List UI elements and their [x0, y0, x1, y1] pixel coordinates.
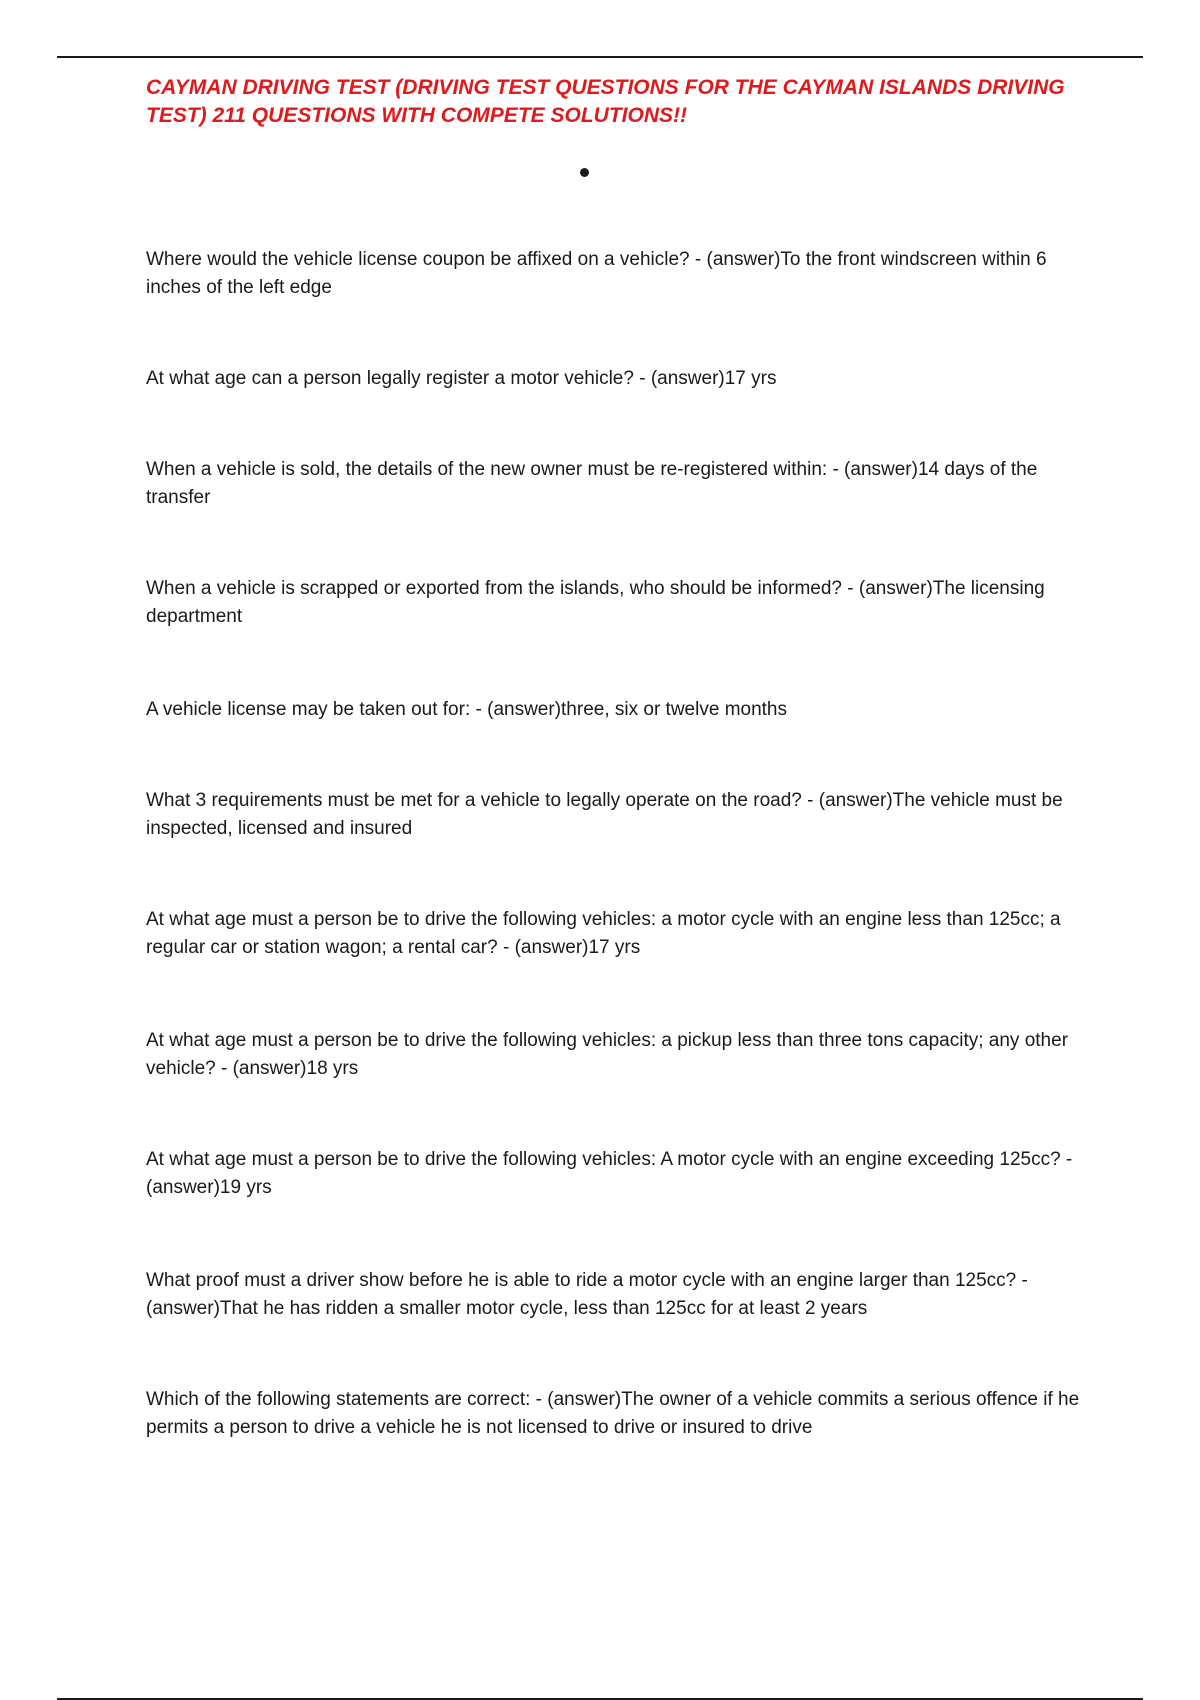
qa-item-4: When a vehicle is scrapped or exported from the islands, who should be informed? - (answer)The licensing department — [146, 578, 1045, 627]
bullet-point — [580, 168, 589, 177]
qa-item-11: Which of the following statements are correct: - (answer)The owner of a vehicle commits a serious offence if he permits a person to drive a vehicle he is not licensed to drive or insured to drive — [146, 1389, 1080, 1438]
qa-item-7: At what age must a person be to drive the following vehicles: a motor cycle with an engine less than 125cc; a regular car or station wagon; a rental car? - (answer)17 yrs — [146, 909, 1061, 958]
qa-item-5: A vehicle license may be taken out for: - (answer)three, six or twelve months — [146, 699, 787, 720]
qa-item-9: At what age must a person be to drive the following vehicles: A motor cycle with an engine exceeding 125cc? - (answer)19 yrs — [146, 1149, 1073, 1198]
qa-item-2: At what age can a person legally register a motor vehicle? - (answer)17 yrs — [146, 368, 777, 389]
qa-item-10: What proof must a driver show before he is able to ride a motor cycle with an engine larger than 125cc? - (answer)That he has ridden a smaller motor cycle, less than 125cc for at least 2 years — [146, 1270, 1028, 1319]
qa-item-8: At what age must a person be to drive the following vehicles: a pickup less than three tons capacity; any other vehicle? - (answer)18 yrs — [146, 1030, 1069, 1079]
qa-item-3: When a vehicle is sold, the details of the new owner must be re-registered within: - (answer)14 days of the transfer — [146, 459, 1038, 508]
qa-item-1: Where would the vehicle license coupon be affixed on a vehicle? - (answer)To the front windscreen within 6 inches of the left edge — [146, 249, 1047, 298]
qa-item-6: What 3 requirements must be met for a vehicle to legally operate on the road? - (answer)The vehicle must be inspected, licensed and insured — [146, 790, 1063, 839]
document-title: CAYMAN DRIVING TEST (DRIVING TEST QUESTIONS FOR THE CAYMAN ISLANDS DRIVING TEST) 211 QUESTIONS WITH COMPETE SOLUTIONS!! — [146, 76, 1065, 127]
top-rule — [57, 56, 1143, 58]
